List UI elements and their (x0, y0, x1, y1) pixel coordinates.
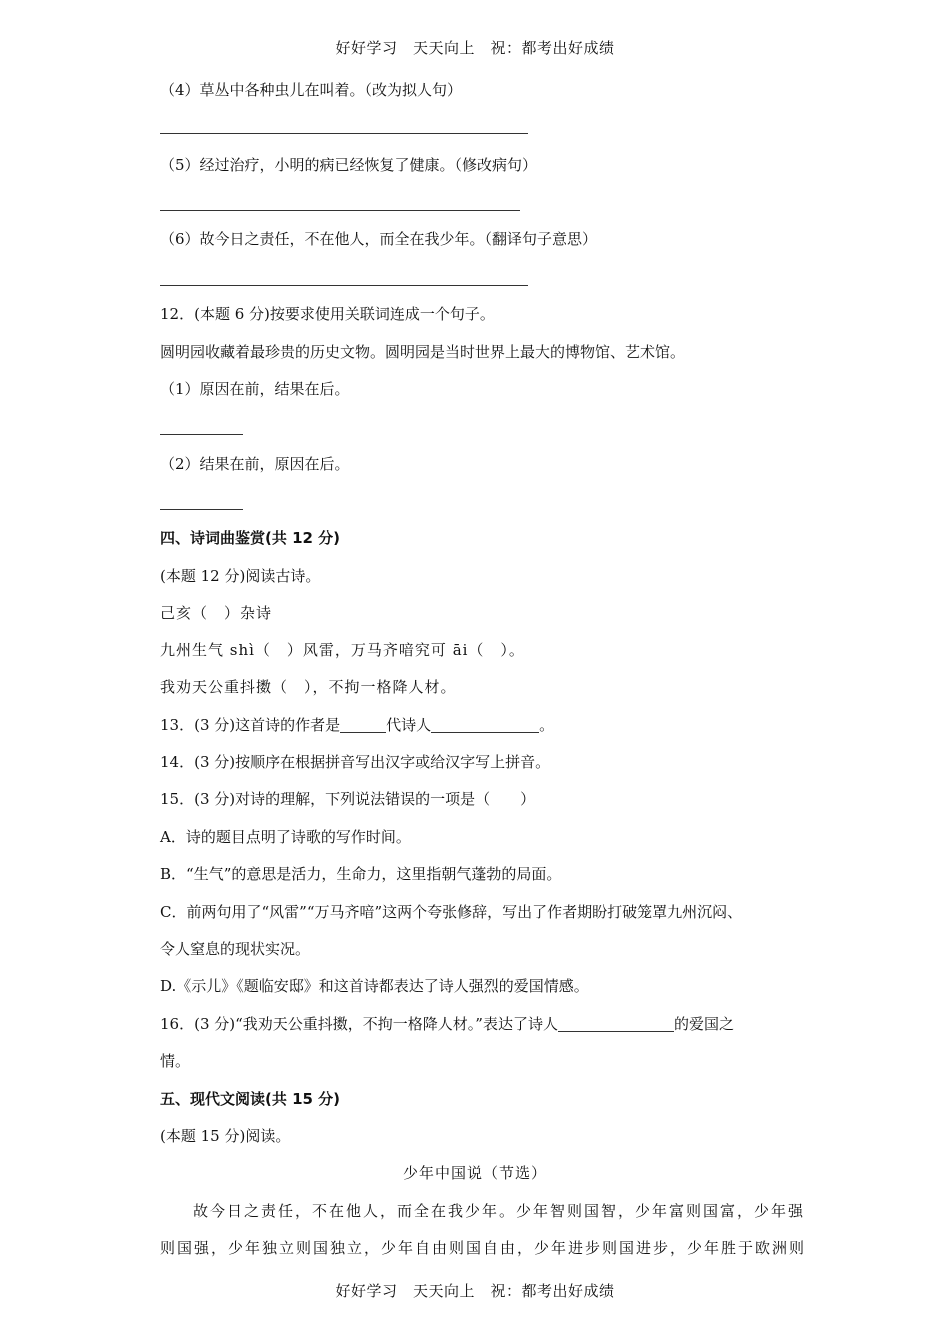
article-para-line-2: 则国强，少年独立则国独立，少年自由则国自由，少年进步则国进步，少年胜于欧洲则 (160, 1239, 807, 1257)
q15: 15．(3 分)对诗的理解，下列说法错误的一项是（ ） (160, 790, 536, 808)
poem-line-2: 我劝天公重抖擞（ ），不拘一格降人材。 (160, 678, 457, 696)
q13 (160, 714, 554, 736)
q13-text-b: 代诗人 (386, 716, 432, 734)
answer-line-4[interactable] (160, 133, 528, 134)
section-4-intro: (本题 12 分)阅读古诗。 (160, 567, 321, 585)
poem-line-1: 九州生气 shì（ ）风雷，万马齐喑究可 āi（ ）。 (160, 641, 525, 659)
q16-text-b: 的爱国之 (673, 1015, 734, 1033)
section-5-heading: 五、现代文阅读(共 15 分) (160, 1090, 341, 1108)
q12-title: 12．(本题 6 分)按要求使用关联词连成一个句子。 (160, 305, 495, 323)
option-c-line-2: 令人窒息的现状实况。 (160, 940, 311, 958)
answer-line-6[interactable] (160, 285, 528, 286)
q16-continued: 情。 (160, 1052, 191, 1070)
option-b: B．“生气”的意思是活力，生命力，这里指朝气蓬勃的局面。 (160, 865, 562, 883)
section-4-heading: 四、诗词曲鉴赏(共 12 分) (160, 529, 341, 547)
poem-title: 己亥（ ）杂诗 (160, 604, 273, 622)
option-c-line-1: C．前两句用了“风雷”“万马齐喑”这两个夸张修辞，写出了作者期盼打破笼罩九州沉闷、 (160, 903, 743, 921)
article-title: 少年中国说（节选） (402, 1164, 547, 1182)
article-para-line-1: 故今日之责任，不在他人，而全在我少年。少年智则国智，少年富则国富，少年强 (193, 1202, 806, 1220)
answer-line-q12-1[interactable] (160, 434, 243, 435)
q14: 14．(3 分)按顺序在根据拼音写出汉字或给汉字写上拼音。 (160, 753, 551, 771)
q12-source: 圆明园收藏着最珍贵的历史文物。圆明园是当时世界上最大的博物馆、艺术馆。 (160, 343, 686, 361)
q11-item-4: （4）草丛中各种虫儿在叫着。（改为拟人句） (160, 81, 463, 99)
answer-line-q12-2[interactable] (160, 509, 243, 510)
q13-text-a: 13．(3 分)这首诗的作者是 (160, 716, 341, 734)
page-header: 好好学习 天天向上 祝：都考出好成绩 (335, 39, 615, 57)
q13-blank-poet[interactable] (431, 716, 539, 733)
q11-item-6: （6）故今日之责任，不在他人，而全在我少年。（翻译句子意思） (160, 230, 598, 248)
q11-item-5: （5）经过治疗，小明的病已经恢复了健康。（修改病句） (160, 156, 538, 174)
q12-item-2: （2）结果在前，原因在后。 (160, 455, 350, 473)
q16-text-a: 16．(3 分)“我劝天公重抖擞，不拘一格降人材。”表达了诗人 (160, 1015, 558, 1033)
section-5-intro: (本题 15 分)阅读。 (160, 1127, 291, 1145)
page-footer: 好好学习 天天向上 祝：都考出好成绩 (335, 1282, 615, 1300)
option-d: D.《示儿》《题临安邸》和这首诗都表达了诗人强烈的爱国情感。 (160, 977, 589, 995)
q13-text-c: 。 (539, 716, 555, 734)
q13-blank-dynasty[interactable] (340, 716, 386, 733)
q16 (160, 1013, 734, 1035)
answer-line-5[interactable] (160, 210, 520, 211)
q16-blank[interactable] (558, 1015, 674, 1032)
q12-item-1: （1）原因在前，结果在后。 (160, 380, 350, 398)
option-a: A．诗的题目点明了诗歌的写作时间。 (160, 828, 411, 846)
